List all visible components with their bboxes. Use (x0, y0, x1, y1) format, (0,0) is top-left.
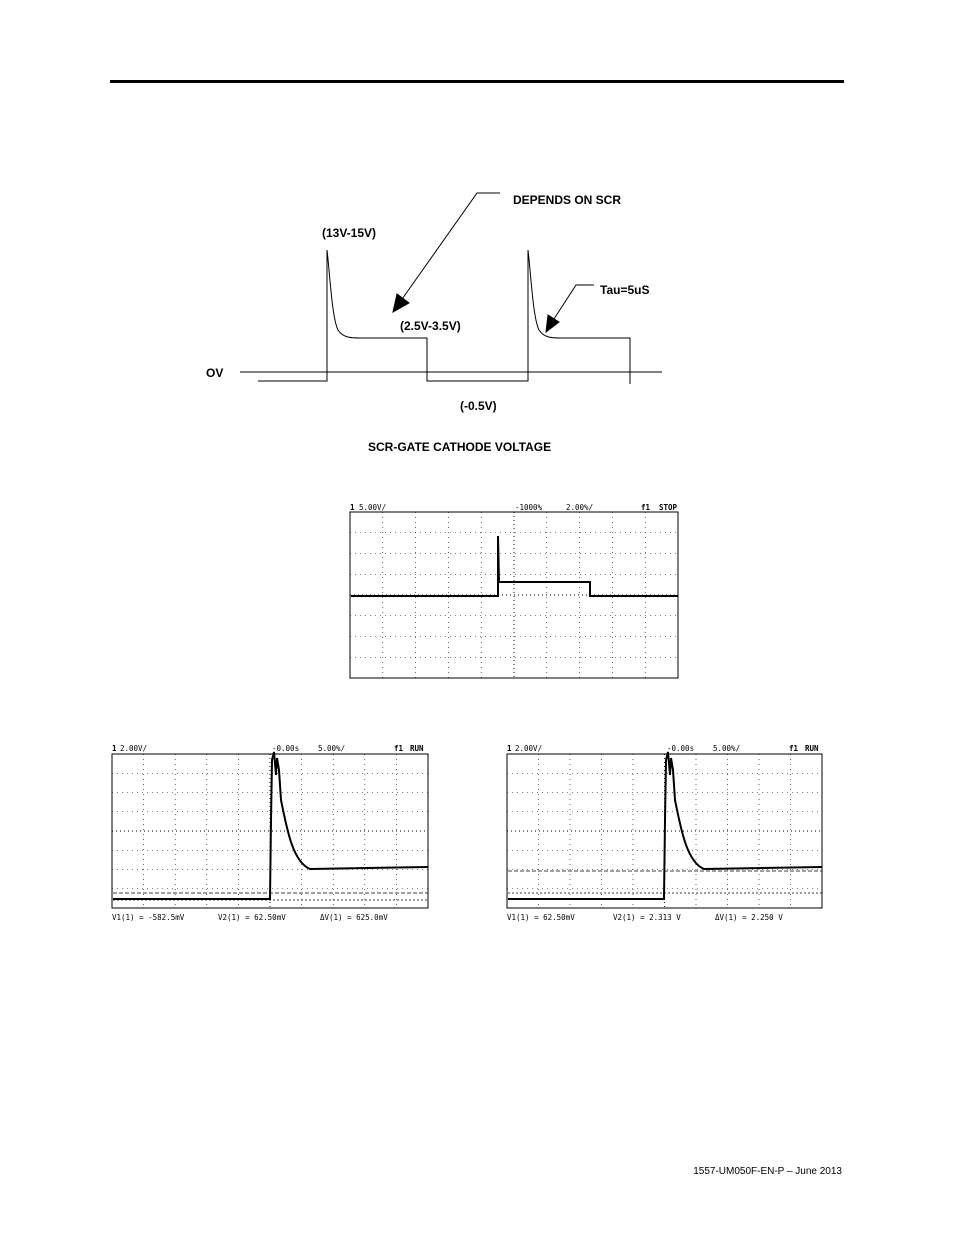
scope-right-mode: RUN (805, 744, 819, 753)
scope-left-dv-readout: ΔV(1) = 625.0mV (320, 913, 388, 922)
scope-top-timebase: 2.00%/ (566, 503, 594, 512)
label-negative-voltage: (-0.5V) (460, 399, 497, 413)
scope-left-offset: -0.00s (272, 744, 300, 753)
scope-left-mode: RUN (410, 744, 424, 753)
scope-left-v2-readout: V2(1) = 62.50mV (218, 913, 286, 922)
scope-right-scale: 2.00V/ (515, 744, 543, 753)
diagram-caption: SCR-GATE CATHODE VOLTAGE (368, 440, 552, 454)
scope-left-trigger: f1 (394, 744, 404, 753)
gate-waveform (258, 250, 630, 384)
label-zero-volt: OV (206, 366, 224, 380)
scope-right-dv-readout: ΔV(1) = 2.250 V (715, 913, 783, 922)
scope-right (507, 744, 822, 922)
tau-arrowhead (546, 315, 559, 332)
scope-right-v1-readout: V1(1) = 62.50mV (507, 913, 575, 922)
label-depends-on-scr: DEPENDS ON SCR (513, 193, 622, 207)
scope-top-trace (351, 536, 678, 596)
scope-left-timebase: 5.00%/ (318, 744, 346, 753)
scope-right-timebase: 5.00%/ (713, 744, 741, 753)
scope-top-channel: 1 (350, 503, 355, 512)
scope-right-v2-readout: V2(1) = 2.313 V (613, 913, 681, 922)
scope-right-trigger: f1 (789, 744, 799, 753)
scope-top (350, 503, 678, 678)
footer-document-id: 1557-UM050F-EN-P – June 2013 (693, 1166, 842, 1177)
scope-left-channel: 1 (112, 744, 117, 753)
scope-left-trace (113, 752, 428, 899)
depends-arrow-line (400, 193, 500, 302)
scope-top-trigger: f1 (641, 503, 651, 512)
scope-top-scale: 5.00V/ (359, 503, 387, 512)
scope-left-scale: 2.00V/ (120, 744, 148, 753)
scope-right-offset: -0.00s (667, 744, 695, 753)
depends-arrowhead (393, 294, 409, 312)
tau-arrow-line (552, 285, 594, 322)
scope-top-offset: -1000% (515, 503, 543, 512)
label-plateau-voltage: (2.5V-3.5V) (400, 319, 461, 333)
scope-left-v1-readout: V1(1) = -582.5mV (112, 913, 185, 922)
scope-top-mode: STOP (659, 503, 678, 512)
diagram-labels (206, 193, 649, 454)
label-tau: Tau=5uS (600, 283, 650, 297)
scope-left (112, 744, 428, 922)
waveform-diagram (240, 193, 662, 384)
scope-right-channel: 1 (507, 744, 512, 753)
label-peak-voltage: (13V-15V) (322, 226, 377, 240)
scope-right-trace (508, 752, 822, 899)
